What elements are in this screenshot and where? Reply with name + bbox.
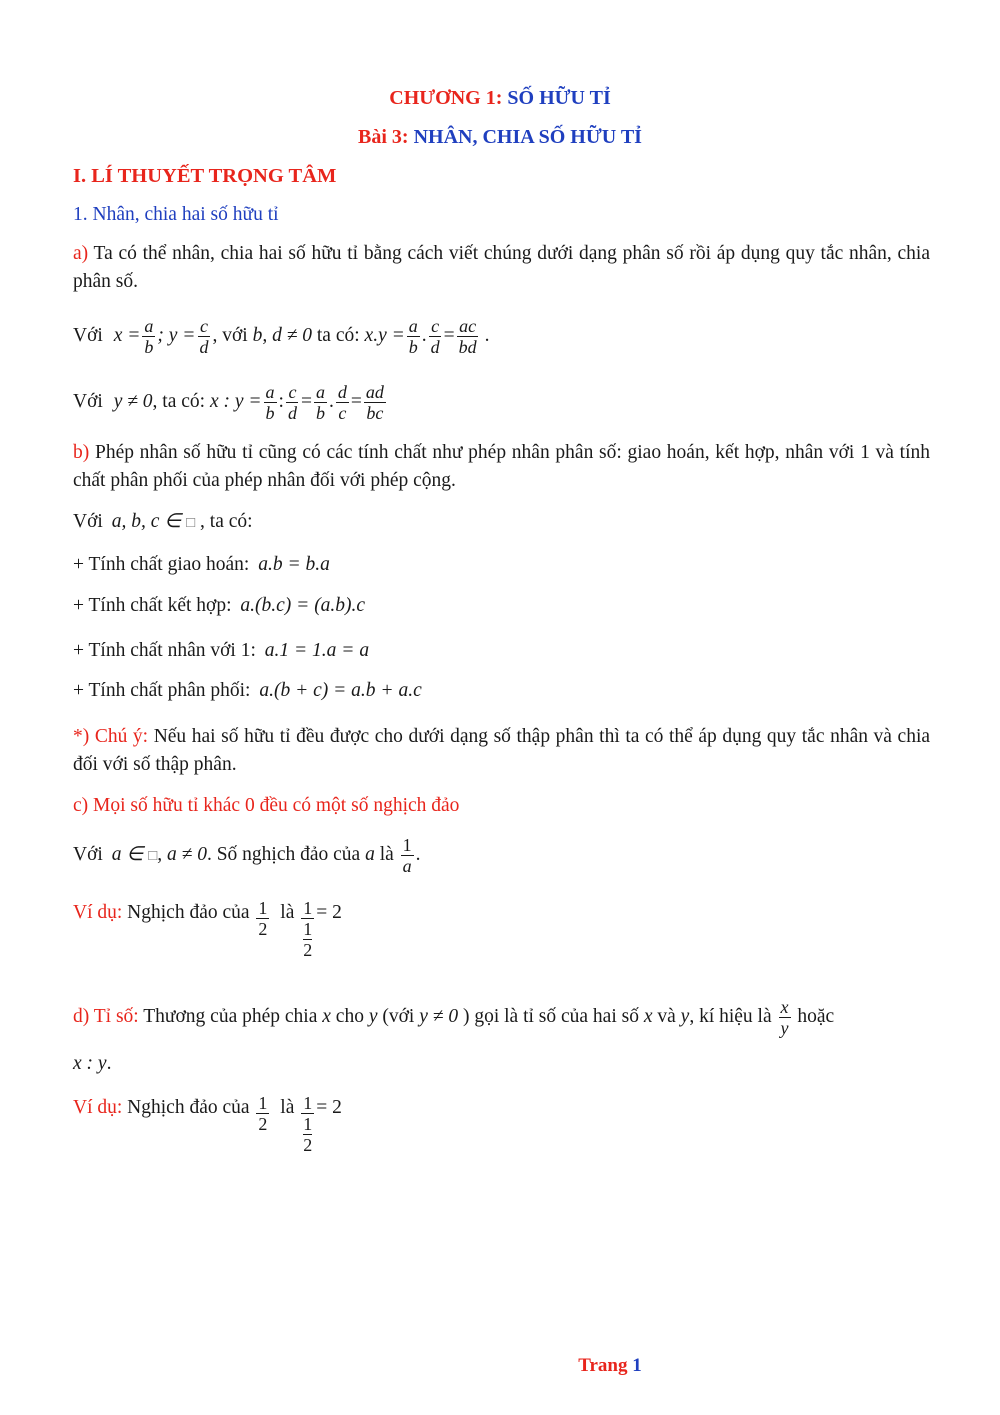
fraction-ad-bc: $\frac{ad}{bc}$ bbox=[365, 382, 384, 424]
property-commutative: + Tính chất giao hoán: a.b = b.a bbox=[73, 554, 330, 575]
lesson-title: Bài 3: NHÂN, CHIA SỐ HỮU TỈ bbox=[358, 126, 642, 148]
complex-fraction: 1 1 2 bbox=[303, 898, 313, 960]
fraction-c-d: $\frac{c}{d}$ bbox=[199, 316, 209, 358]
paragraph-a-text: Ta có thể nhân, chia hai số hữu tỉ bằng cách viết chúng dưới dạng phân số rồi áp dụng quy tắc nhân, chia phân số. bbox=[73, 243, 930, 292]
paragraph-d: d) Tỉ số: Thương của phép chia x cho y (với y ≠ 0 ) gọi là tỉ số của hai số x và y, kí hiệu là $\frac{x}{y}$ hoặc bbox=[73, 997, 835, 1039]
example-1: Ví dụ: Nghịch đảo của $\frac{1}{2}$ là 1 1 2 = 2 bbox=[73, 898, 342, 960]
divide-formula: Với y ≠ 0, ta có: x : y = $\frac{a}{b}$ : $\frac{c}{d}$ = $\frac{a}{b}$ . $\frac{d}{c}$ = $\frac{ad}{bc}$ bbox=[73, 382, 384, 424]
set-condition: Với a, b, c ∈ □ , ta có: bbox=[73, 511, 253, 532]
ratio-notation: x : y. bbox=[73, 1053, 112, 1074]
chapter-title: CHƯƠNG 1: SỐ HỮU TỈ bbox=[389, 87, 611, 109]
property-associative: + Tính chất kết hợp: a.(b.c) = (a.b).c bbox=[73, 595, 366, 616]
subsection-title: 1. Nhân, chia hai số hữu tỉ bbox=[73, 204, 279, 225]
page-footer: Trang 1 bbox=[578, 1355, 642, 1376]
label-a: a) bbox=[73, 243, 89, 264]
example-2: Ví dụ: Nghịch đảo của $\frac{1}{2}$ là 1 1 2 = 2 bbox=[73, 1093, 342, 1155]
reciprocal-def: Với a ∈ □, a ≠ 0. Số nghịch đảo của a là $\frac{1}{a}$ . bbox=[73, 835, 421, 877]
fraction-1-a: $\frac{1}{a}$ bbox=[402, 835, 412, 877]
section-heading: I. LÍ THUYẾT TRỌNG TÂM bbox=[73, 165, 337, 187]
note-paragraph: *) Chú ý: Nếu hai số hữu tỉ đều được cho dưới dạng số thập phân thì ta có thể áp dụng quy tắc nhân và chia đối với số thập phân. bbox=[73, 726, 931, 775]
paragraph-b: b) Phép nhân số hữu tỉ cũng có các tính chất như phép nhân phân số: giao hoán, kết hợp, nhân với 1 và tính chất phân phối của phép nhân đối với phép cộng. bbox=[73, 442, 930, 491]
multiply-formula: Với x = $\frac{a}{b}$ ; y = $\frac{c}{d}$ , với b, d ≠ 0 ta có: x.y = $\frac{a}{b}$ . $\frac{c}{d}$ = $\frac{ac}{bd}$ . bbox=[73, 316, 490, 358]
fraction-ac-bd: $\frac{ac}{bd}$ bbox=[458, 316, 477, 358]
example-label: Ví dụ: bbox=[73, 902, 123, 923]
paragraph-c: c) Mọi số hữu tỉ khác 0 đều có một số nghịch đảo bbox=[73, 795, 460, 816]
label-b: b) bbox=[73, 442, 90, 463]
page-number: 1 bbox=[632, 1355, 642, 1376]
note-label: *) Chú ý: bbox=[73, 726, 149, 747]
property-identity: + Tính chất nhân với 1: a.1 = 1.a = a bbox=[73, 640, 370, 661]
ratio-label: d) Tỉ số: bbox=[73, 1006, 139, 1027]
fraction-x-y: $\frac{x}{y}$ bbox=[780, 997, 789, 1039]
paragraph-a bbox=[73, 240, 930, 296]
property-distributive: + Tính chất phân phối: a.(b + c) = a.b + a.c bbox=[73, 680, 422, 701]
fraction-a-b: $\frac{a}{b}$ bbox=[144, 316, 154, 358]
